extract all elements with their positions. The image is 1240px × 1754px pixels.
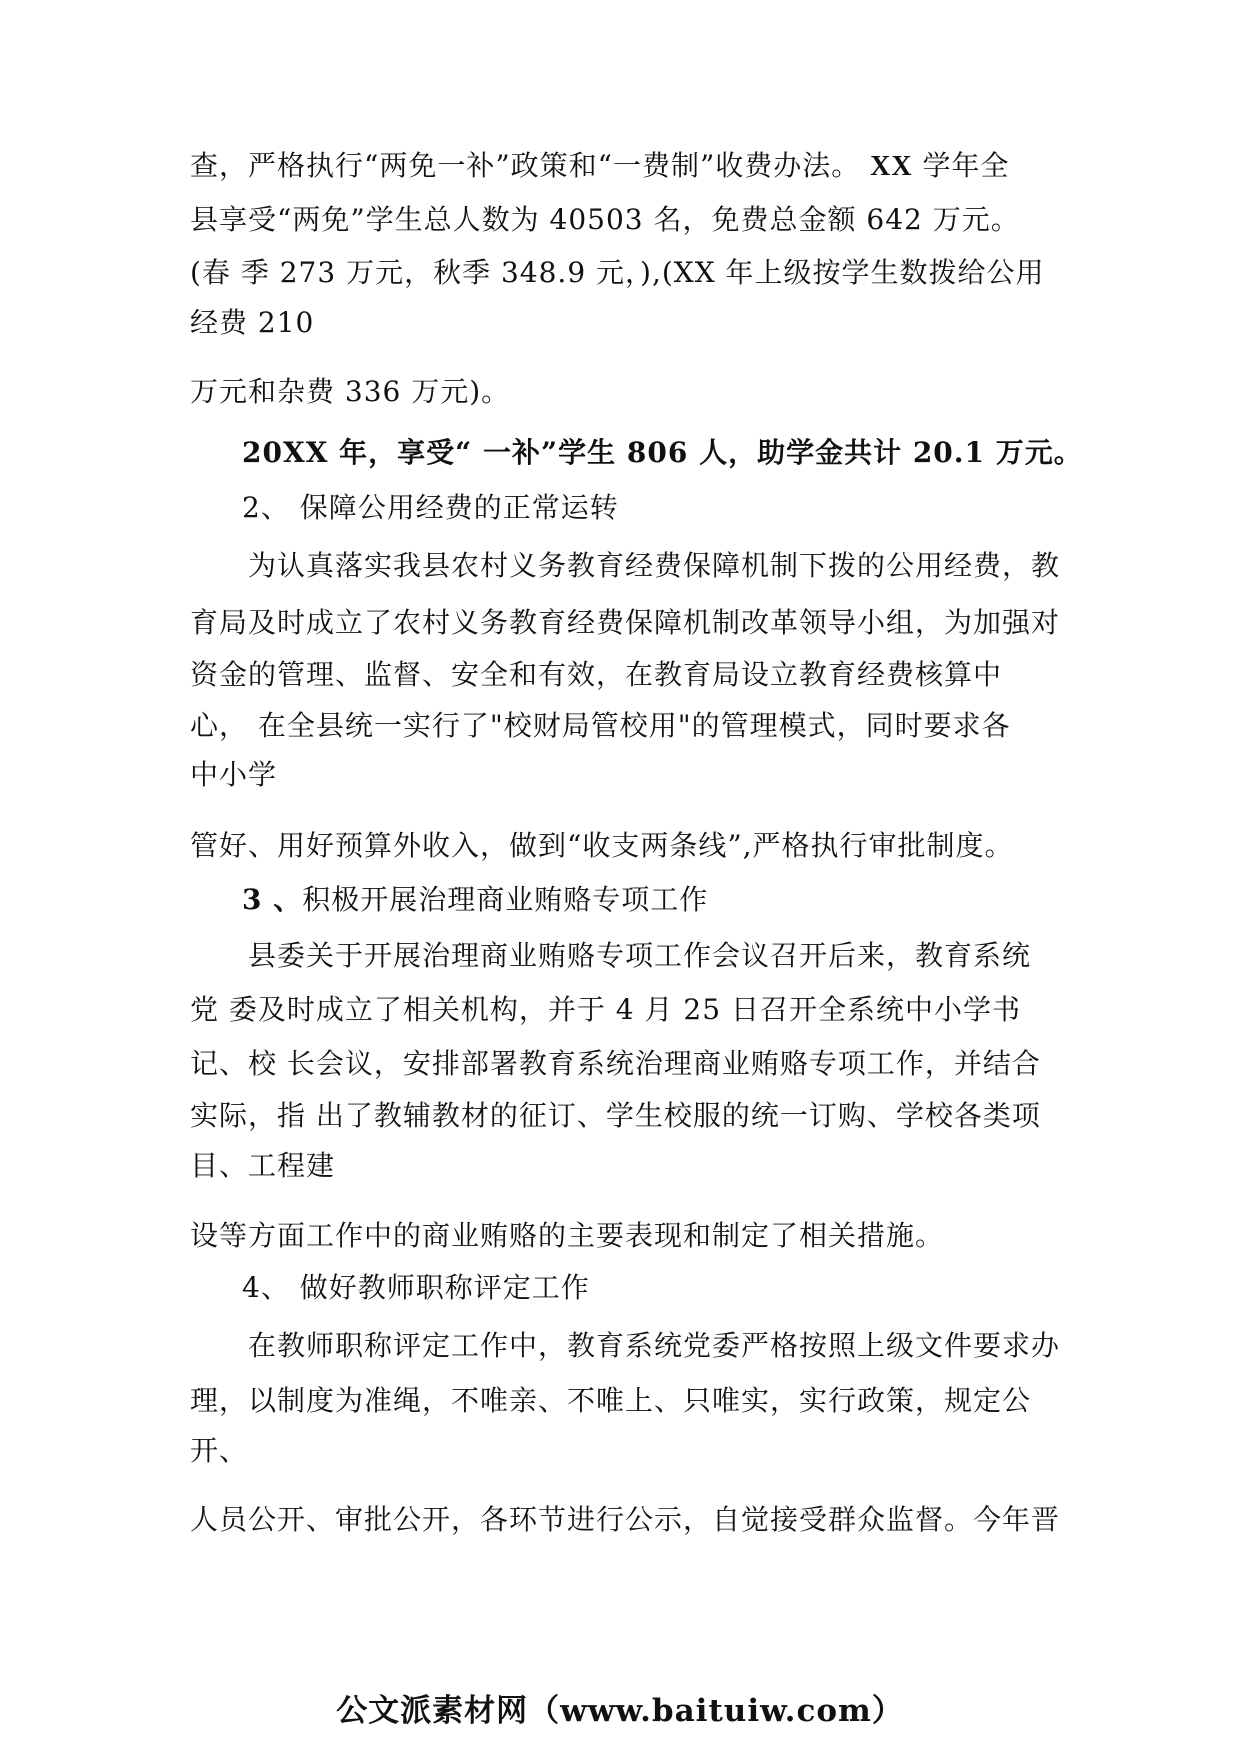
paragraph-line: 党 委及时成立了相关机构，并于 4 月 25 日召开全系统中小学书: [190, 993, 1021, 1026]
paragraph-line: [190, 146, 1010, 187]
paragraph-line: 理，以制度为准绳，不唯亲、不唯上、只唯实，实行政策，规定公: [190, 1384, 1032, 1417]
paragraph-line: 人员公开、审批公开，各环节进行公示，自觉接受群众监督。今年晋: [190, 1503, 1061, 1536]
paragraph-line: 万元和杂费 336 万元)。: [190, 375, 511, 408]
paragraph-line: 开、: [190, 1434, 249, 1467]
paragraph-line: 设等方面工作中的商业贿赂的主要表现和制定了相关措施。: [190, 1219, 945, 1252]
line-text: 学年全: [912, 149, 1010, 182]
paragraph-line-bold: 20XX 年，享受“ 一补”学生 806 人，助学金共计 20.1 万元。: [242, 436, 1083, 469]
paragraph-line: 为认真落实我县农村义务教育经费保障机制下拨的公用经费，教: [248, 549, 1061, 582]
section-number: 3 、: [242, 883, 303, 916]
paragraph-line: 中小学: [190, 758, 278, 791]
line-text: 查，严格执行“两免一补”政策和“一费制”收费办法。: [190, 149, 871, 182]
paragraph-line: 目、工程建: [190, 1149, 336, 1182]
line-bold-text: XX: [870, 151, 913, 182]
page-footer: 公文派素材网（www.baituiw.com）: [336, 1693, 904, 1729]
paragraph-line: 心， 在全县统一实行了"校财局管校用"的管理模式，同时要求各: [190, 709, 1011, 742]
paragraph-line: 记、校 长会议，安排部署教育系统治理商业贿赂专项工作，并结合: [190, 1047, 1041, 1080]
section-heading: [242, 880, 708, 920]
paragraph-line: 经费 210: [190, 306, 315, 339]
paragraph-line: 育局及时成立了农村义务教育经费保障机制改革领导小组，为加强对: [190, 606, 1061, 639]
paragraph-line: 资金的管理、监督、安全和有效，在教育局设立教育经费核算中: [190, 658, 1003, 691]
section-title: 积极开展治理商业贿赂专项工作: [302, 883, 709, 916]
paragraph-line: 县享受“两免”学生总人数为 40503 名，免费总金额 642 万元。: [190, 203, 1020, 236]
section-heading: 4、 做好教师职称评定工作: [242, 1271, 590, 1304]
paragraph-line: 县委关于开展治理商业贿赂专项工作会议召开后来，教育系统: [248, 939, 1032, 972]
paragraph-line: 管好、用好预算外收入，做到“收支两条线”,严格执行审批制度。: [190, 829, 1014, 862]
paragraph-line: 实际，指 出了教辅教材的征订、学生校服的统一订购、学校各类项: [190, 1099, 1041, 1132]
paragraph-line: 在教师职称评定工作中，教育系统党委严格按照上级文件要求办: [248, 1329, 1061, 1362]
paragraph-line: (春 季 273 万元，秋季 348.9 元，),(XX 年上级按学生数拨给公用: [190, 256, 1045, 289]
section-heading: 2、 保障公用经费的正常运转: [242, 491, 619, 524]
